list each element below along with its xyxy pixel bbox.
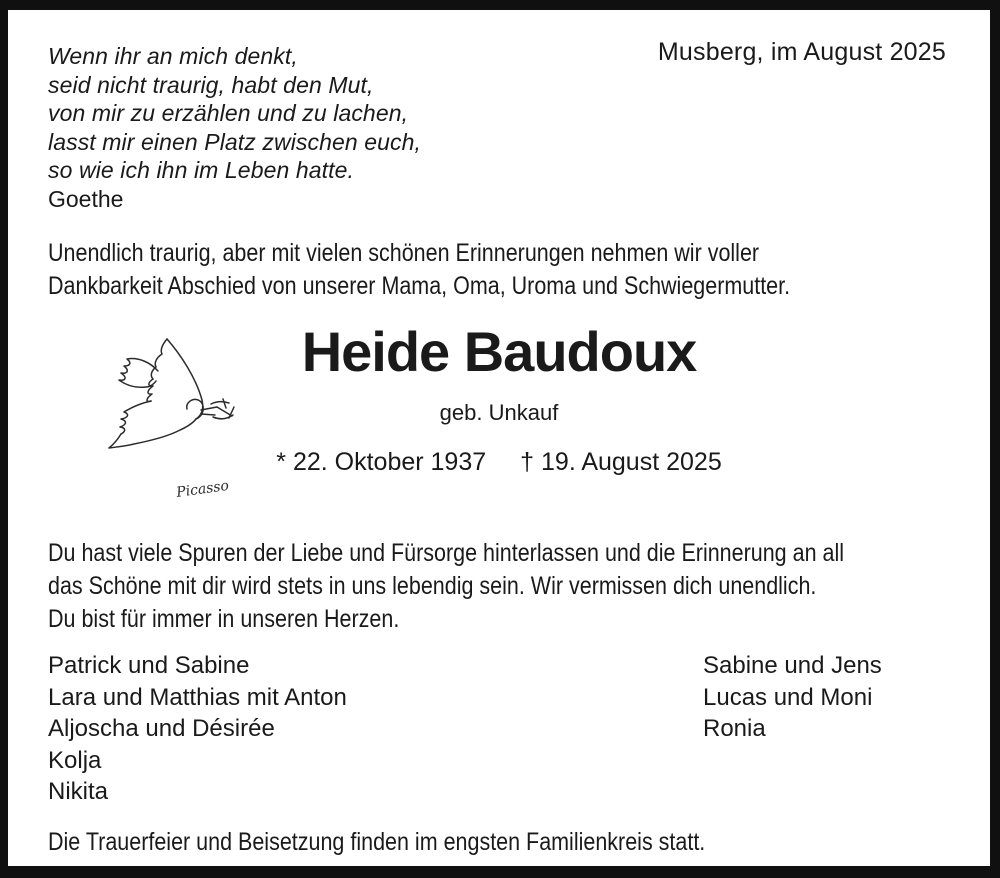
poem-line: so wie ich ihn im Leben hatte. (48, 157, 355, 183)
mourner-line: Nikita (48, 778, 109, 805)
mourner-line: Aljoscha und Désirée (48, 715, 275, 742)
tribute-line: Du bist für immer in unseren Herzen. (48, 605, 400, 633)
intro-line: Dankbarkeit Abschied von unserer Mama, Oma, Uroma und Schwiegermutter. (48, 272, 791, 300)
death-date: † 19. August 2025 (520, 448, 722, 476)
dove-mid-feathers (147, 379, 153, 402)
dove-right-wing-inner (151, 339, 167, 379)
mourner-line: Kolja (48, 746, 102, 774)
artist-signature: Picasso (175, 477, 230, 501)
intro-line: Unendlich traurig, aber mit vielen schönen Erinnerungen nehmen wir voller (48, 239, 760, 267)
dove-head (187, 399, 203, 419)
poem-line: von mir zu erzählen und zu lachen, (48, 100, 409, 126)
peace-dove-drawing (86, 331, 256, 509)
mourner-line: Sabine und Jens (703, 652, 882, 679)
funeral-notice: Die Trauerfeier und Beisetzung finden im engsten Familienkreis statt. (48, 827, 706, 856)
opening-poem (48, 42, 950, 213)
mourner-line: Lara und Matthias mit Anton (48, 683, 347, 711)
poem-line: lasst mir einen Platz zwischen euch, (48, 128, 422, 155)
maiden-name: geb. Unkauf (439, 400, 559, 425)
mourner-line: Ronia (703, 715, 766, 742)
mourners-left-column (48, 650, 347, 808)
mourners-lists (48, 650, 950, 808)
poem-line: Wenn ihr an mich denkt, (48, 43, 298, 69)
poem-attribution: Goethe (48, 185, 124, 212)
tribute-line: Du hast viele Spuren der Liebe und Fürsorge hinterlassen und die Erinnerung an all (48, 539, 845, 567)
tribute-paragraph (48, 537, 950, 636)
center-block (48, 321, 950, 511)
intro-paragraph (48, 237, 950, 303)
birth-date: * 22. Oktober 1937 (276, 448, 487, 476)
poem-line: seid nicht traurig, habt den Mut, (48, 71, 374, 98)
mourner-line: Patrick und Sabine (48, 652, 250, 679)
mourner-line: Lucas und Moni (703, 683, 873, 711)
dateline: Musberg, im August 2025 (657, 38, 946, 66)
tribute-line: das Schöne mit dir wird stets in uns lebendig sein. Wir vermissen dich unendlich. (48, 572, 817, 600)
dove-chest-feathers (120, 401, 151, 434)
mourners-right-column (703, 650, 950, 808)
deceased-name: Heide Baudoux (301, 320, 697, 383)
dove-right-wing-outer (167, 339, 203, 419)
dove-olive-branch (211, 399, 234, 419)
